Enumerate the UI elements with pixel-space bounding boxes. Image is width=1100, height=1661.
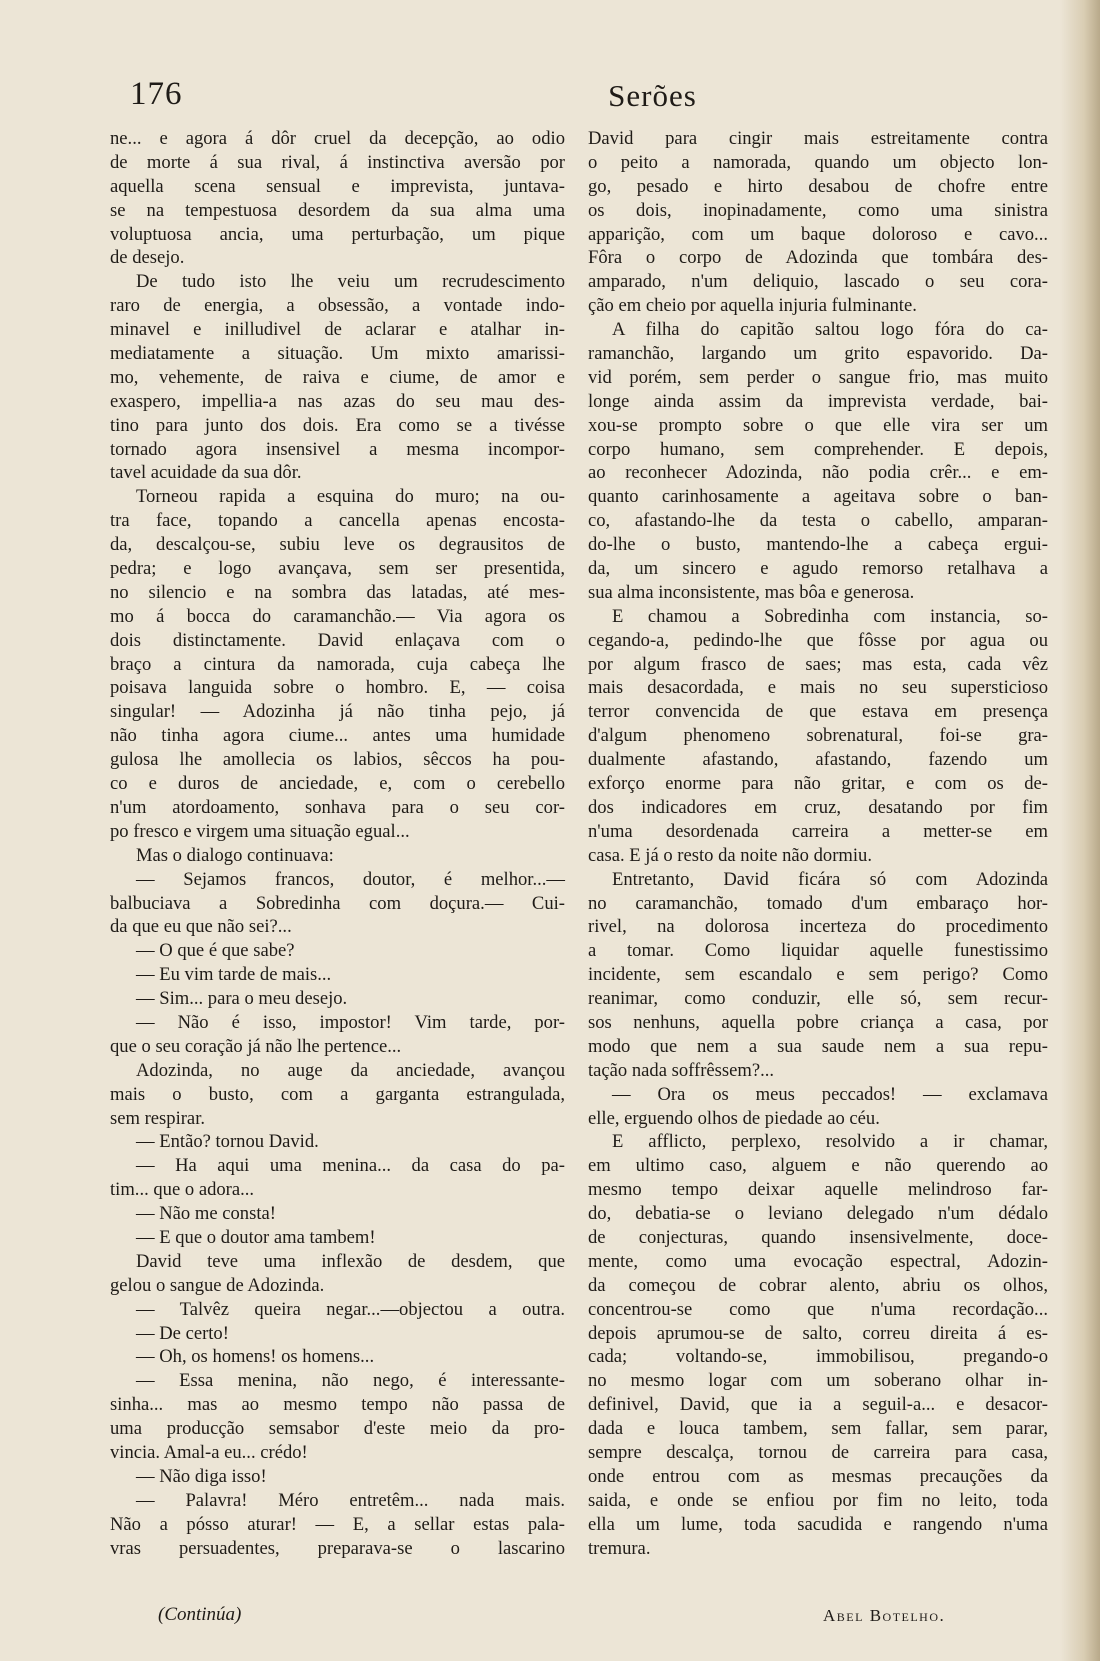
text-line: de morte á sua rival, á instinctiva aversão por xyxy=(110,151,565,173)
text-line: tra face, topando a cancella apenas encosta- xyxy=(110,510,565,532)
text-line: tornado agora insensivel a mesma incompor- xyxy=(110,438,565,460)
text-line: pedra; e logo avançava, sem ser presentida, xyxy=(110,558,565,580)
text-line: definivel, David, que ia a seguil-a... e desacor- xyxy=(588,1394,1048,1416)
text-line: depois aprumou-se de salto, correu direita á es- xyxy=(588,1322,1048,1344)
text-line: ne... e agora á dôr cruel da decepção, ao odio xyxy=(110,128,565,149)
text-line: gulosa lhe amollecia os labios, sêccos ha pou- xyxy=(110,749,565,771)
text-line: amparado, n'um deliquio, lascado o seu cora- xyxy=(588,271,1048,293)
text-line: poisava languida sobre o hombro. E, — coisa xyxy=(110,677,565,699)
text-line: que o seu coração já não lhe pertence... xyxy=(110,1035,402,1057)
text-line: — Eu vim tarde de mais... xyxy=(136,964,332,986)
text-line: balbuciava a Sobredinha com doçura.— Cui- xyxy=(110,892,565,914)
text-line: sem respirar. xyxy=(110,1107,206,1129)
text-line: Não a pósso aturar! — E, a sellar estas pala- xyxy=(110,1513,565,1535)
text-line: tim... que o adora... xyxy=(110,1179,255,1201)
text-line: Fôra o corpo de Adozinda que tombára des- xyxy=(588,247,1048,269)
text-line: de conjecturas, quando insensivelmente, doce- xyxy=(588,1226,1048,1248)
text-line: co, afastando-lhe da testa o cabello, amparan- xyxy=(588,510,1048,532)
text-line: longe ainda assim da imprevista verdade, bai- xyxy=(588,390,1048,412)
text-line: dada e louca tambem, sem fallar, sem parar, xyxy=(588,1418,1048,1440)
text-line: onde entrou com as mesmas precauções da xyxy=(588,1465,1048,1487)
text-line: não tinha agora ciume... antes uma humidade xyxy=(110,725,565,747)
text-line: do-lhe o busto, mantendo-lhe a cabeça ergui- xyxy=(588,534,1048,556)
text-line: mente, como uma evocação espectral, Adozin- xyxy=(588,1250,1048,1272)
text-line: no caramanchão, tomado d'um embaraço hor- xyxy=(588,892,1048,914)
text-line: — Essa menina, não nego, é interessante- xyxy=(136,1370,565,1392)
text-line: — Não é isso, impostor! Vim tarde, por- xyxy=(136,1011,565,1033)
text-line: corpo humano, sem comprehender. E depois, xyxy=(588,438,1048,460)
text-line: go, pesado e hirto desabou de chofre entre xyxy=(588,175,1048,197)
text-line: ella um lume, toda sacudida e rangendo n'uma xyxy=(588,1513,1048,1535)
text-line: sos nenhuns, aquella pobre criança a casa, por xyxy=(588,1011,1048,1033)
text-line: sinha... mas ao mesmo tempo não passa de xyxy=(110,1394,565,1416)
text-line: uma producção semsabor d'este meio da pro- xyxy=(110,1418,565,1440)
text-line: a tomar. Como liquidar aquelle funestissimo xyxy=(588,940,1048,962)
text-line: tino para junto dos dois. Era como se a tivésse xyxy=(110,414,565,436)
text-line: ção em cheio por aquella injuria fulminante. xyxy=(588,295,917,317)
text-line: dualmente afastando, afastando, fazendo um xyxy=(588,749,1048,771)
text-line: da começou de cobrar alento, abriu os olhos, xyxy=(588,1274,1048,1296)
text-line: mo, vehemente, de raiva e ciume, de amor e xyxy=(110,366,565,388)
text-line: cegando-a, pedindo-lhe que fôsse por agua ou xyxy=(588,629,1048,651)
text-line: casa. E já o resto da noite não dormiu. xyxy=(588,844,872,866)
text-line: mais desacordada, e mais no seu supersticioso xyxy=(588,677,1048,699)
text-line: — Não me consta! xyxy=(136,1203,276,1225)
text-line: terror convencida de que estava em presença xyxy=(588,701,1048,723)
text-line: quanto carinhosamente a ageitava sobre o ban- xyxy=(588,486,1048,508)
text-line: n'uma desordenada carreira a metter-se em xyxy=(588,820,1048,842)
text-line: — Sim... para o meu desejo. xyxy=(136,988,348,1010)
right-column xyxy=(588,127,1048,1560)
text-line: modo que nem a sua saude nem a sua repu- xyxy=(588,1035,1048,1057)
author-signature: Abel Botelho. xyxy=(823,1606,946,1625)
text-line: da, um sincero e agudo remorso retalhava a xyxy=(588,558,1048,580)
text-line: po fresco e virgem uma situação egual... xyxy=(110,820,410,842)
text-line: E chamou a Sobredinha com instancia, so- xyxy=(612,605,1048,627)
text-line: — O que é que sabe? xyxy=(136,940,295,962)
text-line: mesmo tempo deixar aquelle melindroso far- xyxy=(588,1179,1048,1201)
text-line: dos indicadores em cruz, desatando por fim xyxy=(588,796,1048,818)
text-line: — Ora os meus peccados! — exclamava xyxy=(612,1083,1048,1105)
text-line: aquella scena sensual e imprevista, juntava- xyxy=(110,175,565,197)
text-line: dois distinctamente. David enlaçava com o xyxy=(110,629,565,651)
text-line: — Então? tornou David. xyxy=(136,1131,319,1153)
text-line: Entretanto, David ficára só com Adozinda xyxy=(612,868,1048,890)
text-line: sempre descalça, tornou de carreira para casa, xyxy=(588,1441,1048,1463)
text-line: da que eu que não sei?... xyxy=(110,916,292,938)
text-line: exaspero, impellia-a nas azas do seu mau des- xyxy=(110,390,565,412)
text-line: da, descalçou-se, subiu leve os degrausitos de xyxy=(110,534,565,556)
text-line: apparição, com um baque doloroso e cavo... xyxy=(588,223,1048,245)
text-line: David para cingir mais estreitamente contra xyxy=(588,128,1048,149)
text-line: por algum frasco de saes; mas esta, cada vêz xyxy=(588,653,1048,675)
text-line: Adozinda, no auge da anciedade, avançou xyxy=(136,1059,565,1081)
text-line: vincia. Amal-a eu... crédo! xyxy=(110,1441,308,1463)
text-line: raro de energia, a obsessão, a vontade indo- xyxy=(110,295,565,317)
text-line: vras persuadentes, preparava-se o lascarino xyxy=(110,1537,565,1559)
text-line: De tudo isto lhe veiu um recrudescimento xyxy=(136,271,565,293)
text-line: n'um atordoamento, sonhava para o seu cor- xyxy=(110,796,565,818)
text-line: — E que o doutor ama tambem! xyxy=(136,1226,376,1248)
text-line: Torneou rapida a esquina do muro; na ou- xyxy=(136,486,565,508)
text-line: d'algum phenomeno sobrenatural, foi-se gra- xyxy=(588,725,1048,747)
text-line: A filha do capitão saltou logo fóra do ca- xyxy=(612,319,1048,341)
page-header xyxy=(110,76,1045,116)
text-line: — Ha aqui uma menina... da casa do pa- xyxy=(136,1155,565,1177)
text-line: tavel acuidade da sua dôr. xyxy=(110,462,302,484)
text-line: Mas o dialogo continuava: xyxy=(136,844,334,866)
text-line: incidente, sem escandalo e sem perigo? Como xyxy=(588,964,1048,986)
text-line: ao reconhecer Adozinda, não podia crêr... e em- xyxy=(588,462,1048,484)
left-column xyxy=(110,127,565,1560)
text-line: se na tempestuosa desordem da sua alma uma xyxy=(110,199,565,221)
text-line: E afflicto, perplexo, resolvido a ir chamar, xyxy=(612,1131,1048,1153)
text-line: — De certo! xyxy=(136,1322,229,1344)
text-line: gelou o sangue de Adozinda. xyxy=(110,1274,325,1296)
text-line: mo á bocca do caramanchão.— Via agora os xyxy=(110,605,565,627)
text-line: mais o busto, com a garganta estrangulada, xyxy=(110,1083,565,1105)
text-line: — Palavra! Méro entretêm... nada mais. xyxy=(136,1489,565,1511)
continua-note: (Continúa) xyxy=(158,1604,242,1625)
text-line: — Talvêz queira negar...—objectou a outra. xyxy=(136,1298,565,1320)
text-line: — Oh, os homens! os homens... xyxy=(136,1346,375,1368)
text-line: rivel, na dolorosa incerteza do procedimento xyxy=(588,916,1048,938)
text-line: sua alma inconsistente, mas bôa e generosa. xyxy=(588,581,915,603)
text-line: co e duros de anciedade, e, com o cerebello xyxy=(110,773,565,795)
text-line: voluptuosa ancia, uma perturbação, um pique xyxy=(110,223,565,245)
text-line: no mesmo logar com um soberano olhar in- xyxy=(588,1370,1048,1392)
page-number: 176 xyxy=(130,76,183,112)
text-line: braço a cintura da namorada, cuja cabeça lhe xyxy=(110,653,565,675)
text-line: em ultimo caso, alguem e não querendo ao xyxy=(588,1155,1048,1177)
text-line: tação nada soffrêssem?... xyxy=(588,1059,775,1081)
text-line: elle, erguendo olhos de piedade ao céu. xyxy=(588,1107,880,1129)
text-line: concentrou-se como que n'uma recordação... xyxy=(588,1298,1048,1320)
text-line: do, debatia-se o leviano delegado n'um dédalo xyxy=(588,1203,1048,1225)
text-line: singular! — Adozinha já não tinha pejo, já xyxy=(110,701,565,723)
text-line: — Sejamos francos, doutor, é melhor...— xyxy=(136,868,565,890)
text-line: xou-se prompto sobre o que elle vira ser um xyxy=(588,414,1048,436)
text-line: saida, e onde se enfiou por fim no leito, toda xyxy=(588,1489,1048,1511)
text-line: — Não diga isso! xyxy=(136,1465,267,1487)
running-title: Serões xyxy=(608,78,697,113)
text-line: mediatamente a situação. Um mixto amarissi- xyxy=(110,343,565,365)
text-line: vid porém, sem perder o sangue frio, mas muito xyxy=(588,366,1048,388)
text-line: reanimar, como conduzir, elle só, sem recur- xyxy=(588,988,1048,1010)
text-line: no silencio e na sombra das latadas, até mes- xyxy=(110,581,565,603)
text-line: tremura. xyxy=(588,1537,651,1559)
text-line: minavel e inilludivel de aclarar e atalhar in- xyxy=(110,319,565,341)
text-line: os dois, inopinadamente, como uma sinistra xyxy=(588,199,1048,221)
text-line: o peito a namorada, quando um objecto lon- xyxy=(588,151,1048,173)
text-line: exforço enorme para não gritar, e com os de- xyxy=(588,773,1048,795)
text-line: de desejo. xyxy=(110,247,185,269)
text-line: ramanchão, largando um grito espavorido. Da- xyxy=(588,343,1048,365)
page-edge-shadow xyxy=(1060,0,1100,1661)
text-line: cada; voltando-se, immobilisou, pregando-o xyxy=(588,1346,1048,1368)
text-line: David teve uma inflexão de desdem, que xyxy=(136,1250,565,1272)
